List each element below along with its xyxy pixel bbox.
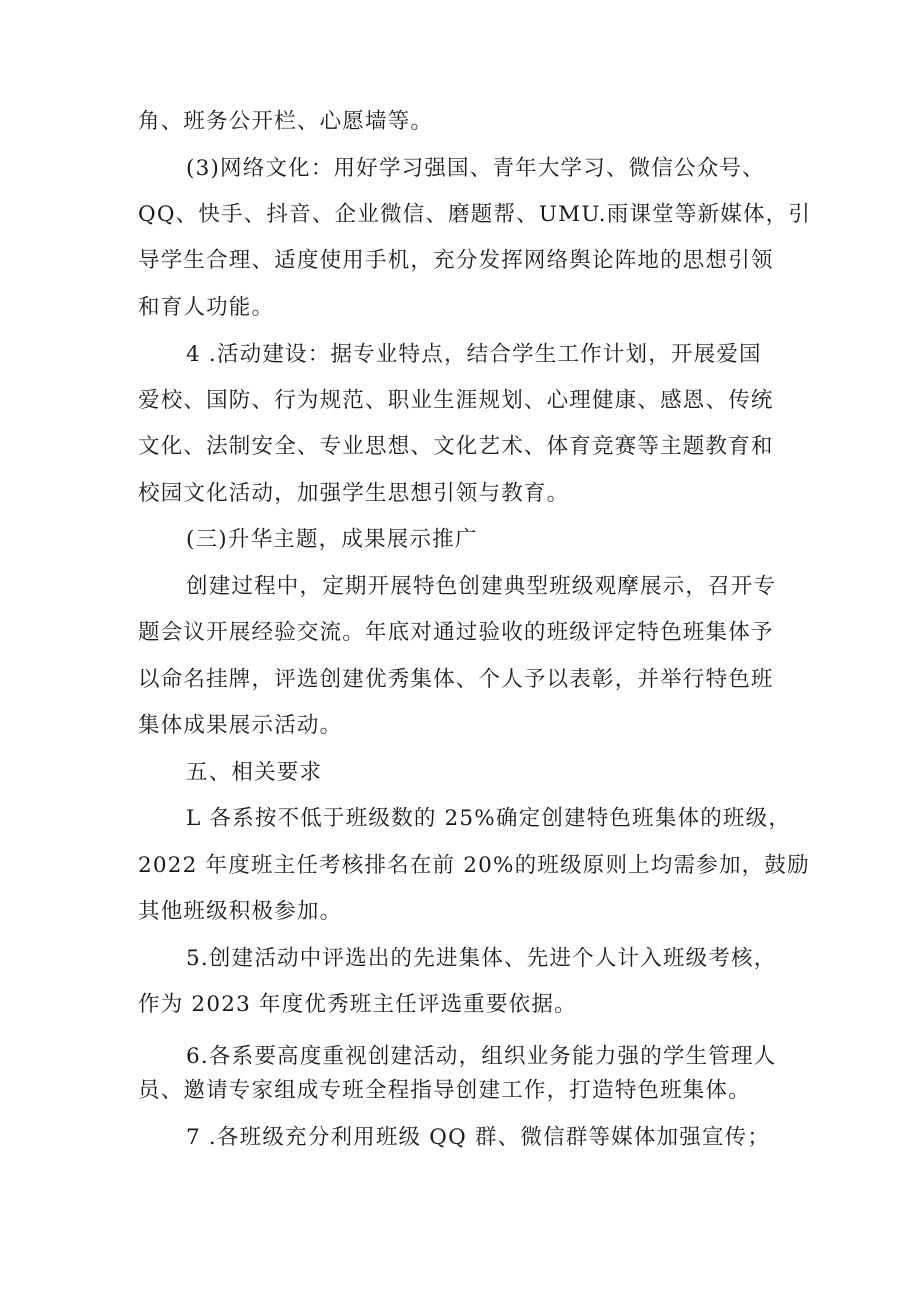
text-line: 创建过程中，定期开展特色创建典型班级观摩展示，召开专 (186, 574, 777, 599)
text-line: 文化、法制安全、专业思想、文化艺术、体育竞赛等主题教育和 (138, 434, 774, 459)
text-line: 导学生合理、适度使用手机，充分发挥网络舆论阵地的思想引领 (138, 248, 774, 273)
section-heading-results-showcase: (三)升华主题，成果展示推广 (186, 527, 478, 552)
text-line: 以命名挂牌，评选创建优秀集体、个人予以表彰，并举行特色班 (138, 667, 774, 692)
text-line: 题会议开展经验交流。年底对通过验收的班级评定特色班集体予 (138, 620, 774, 645)
text-line: 作为 2023 年度优秀班主任评选重要依据。 (138, 992, 577, 1017)
text-line: 校园文化活动，加强学生思想引领与教育。 (138, 481, 570, 506)
text-line: 爱校、国防、行为规范、职业生涯规划、心理健康、感恩、传统 (138, 388, 774, 413)
text-line: 5.创建活动中评选出的先进集体、先进个人计入班级考核， (186, 946, 777, 971)
text-line: 其他班级积极参加。 (138, 899, 343, 924)
text-line: L 各系按不低于班级数的 25%确定创建特色班集体的班级， (186, 806, 792, 831)
text-line: 角、班务公开栏、心愿墙等。 (138, 109, 434, 134)
text-line: 7 .各班级充分利用班级 QQ 群、微信群等媒体加强宣传； (186, 1125, 771, 1150)
text-line: 员、邀请专家组成专班全程指导创建工作，打造特色班集体。 (138, 1078, 751, 1103)
text-line: 6.各系要高度重视创建活动，组织业务能力强的学生管理人 (186, 1044, 777, 1069)
subsection-heading-network-culture: (3)网络文化：用好学习强国、青年大学习、微信公众号、 (186, 156, 765, 181)
text-line: 2022 年度班主任考核排名在前 20%的班级原则上均需参加，鼓励 (138, 853, 810, 878)
text-line: QQ、快手、抖音、企业微信、磨题帮、UMU.雨课堂等新媒体，引 (138, 202, 812, 227)
text-line: 集体成果展示活动。 (138, 713, 343, 738)
section-heading-requirements: 五、相关要求 (186, 760, 323, 785)
text-line: 和育人功能。 (138, 295, 275, 320)
item-heading-activity-building: 4 .活动建设：据专业特点，结合学生工作计划，开展爱国 (186, 342, 762, 367)
